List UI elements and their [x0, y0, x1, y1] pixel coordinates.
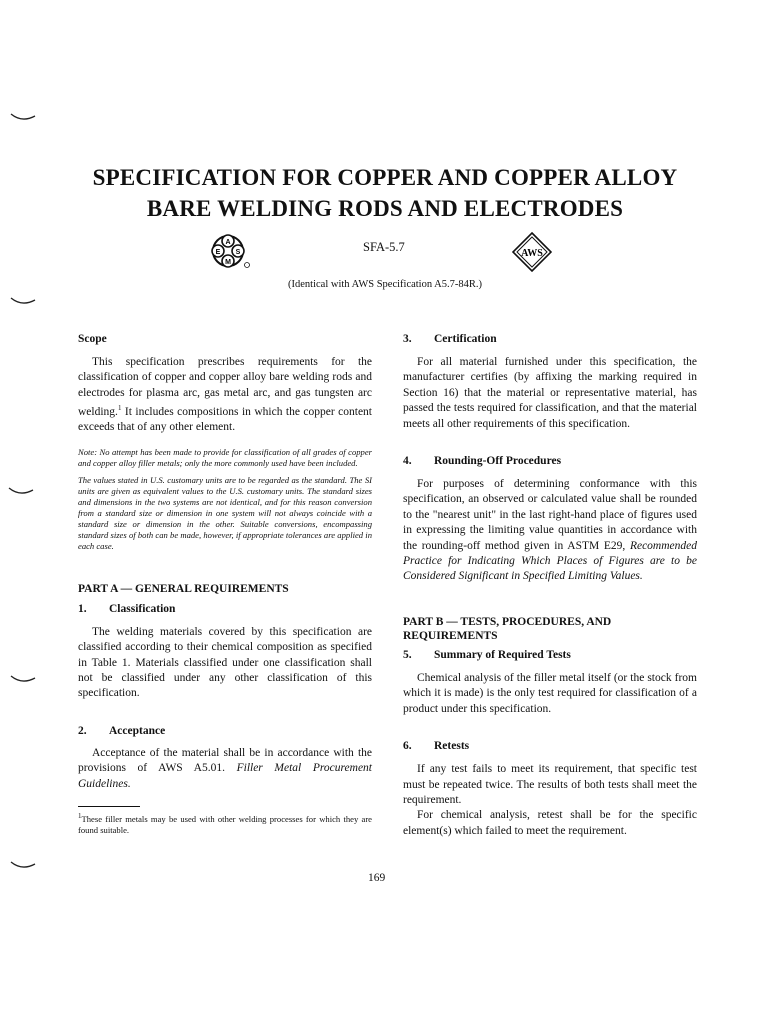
units-note-paragraph: The values stated in U.S. customary units are to be regarded as the standard. The SI units are given as equivalent values to the U.S. customary units. The standard sizes and dimensions in the two systems are not identical, and for this reason conversion from a standard size or dimension in one system will not always coincide with a standard size or dimension in the other. Suitable conversions, encompassing standard sizes of both can be made, however, if appropriate tolerances are applied in each case. [78, 474, 372, 551]
footnote-mark: 1 [78, 812, 82, 821]
footnote-rule [78, 806, 140, 807]
section-2-number: 2. [78, 724, 87, 737]
left-column [78, 332, 372, 836]
section-6-title: Retests [434, 740, 470, 753]
section-3-heading [403, 332, 697, 347]
scope-heading: Scope [78, 333, 107, 345]
section-3-title: Certification [434, 333, 497, 345]
section-2-title: Acceptance [109, 724, 166, 737]
document-title [60, 162, 710, 224]
section-2-text [78, 746, 372, 792]
svg-text:A: A [225, 239, 231, 246]
part-a-heading: PART A — GENERAL REQUIREMENTS [78, 582, 289, 595]
footnote-ref: 1 [117, 404, 122, 413]
asme-logo-icon [201, 233, 255, 269]
right-column [403, 332, 697, 839]
title-line-2: BARE WELDING RODS AND ELECTRODES [146, 196, 624, 221]
section-1-number: 1. [78, 602, 87, 615]
aws-logo-icon [512, 232, 552, 272]
section-4-body: For purposes of determining conformance with this specification, an observed or calculated value shall be rounded to the "nearest unit" in the last right-hand place of figures used in expressing the limiting value quantities in accordance with the rounding-off method given in ASTM E29, [403, 478, 697, 552]
section-4-title: Rounding-Off Procedures [434, 455, 562, 468]
section-4-heading [403, 454, 697, 469]
margin-mark [10, 296, 36, 306]
section-2-heading [78, 724, 372, 739]
title-line-1: SPECIFICATION FOR COPPER AND COPPER ALLOY [92, 165, 678, 190]
footnote [78, 811, 372, 836]
section-5-heading [403, 648, 697, 663]
section-4-text [403, 477, 697, 585]
svg-text:M: M [225, 259, 231, 266]
margin-mark [8, 486, 34, 496]
section-6-number: 6. [403, 740, 412, 753]
section-5-title: Summary of Required Tests [434, 648, 571, 661]
scope-paragraph [78, 355, 372, 436]
scope-text: This specification prescribes requirements for the classification of copper and copper alloy bare welding rods and electrodes for plasma arc, gas metal arc, and gas tungsten arc welding. [78, 356, 372, 419]
section-6-text-2: For chemical analysis, retest shall be for the specific element(s) which failed to meet the requirement. [403, 809, 697, 837]
section-3-text: For all material furnished under this specification, the manufacturer certifies (by affixing the marking required in Section 16) that the material or representative material, has passed the tests required for classification, and that the material meets all other requirements of this specification. [403, 356, 697, 430]
margin-mark [10, 860, 36, 870]
section-4-number: 4. [403, 455, 412, 468]
margin-mark [10, 112, 36, 122]
section-5-text: Chemical analysis of the filler metal itself (or the stock from which it is made) is the only test required for classification of a product under this specification. [403, 671, 697, 715]
section-2-body: Acceptance of the material shall be in accordance with the provisions of AWS A5.01. [78, 746, 372, 775]
svg-text:S: S [235, 249, 241, 256]
svg-text:E: E [215, 249, 221, 256]
section-1-text: The welding materials covered by this specification are classified according to their chemical composition as specified in Table 1. Materials classified under one classification shall not be classified under any other classification of this specification. [78, 625, 372, 700]
svg-text:AWS: AWS [521, 248, 543, 259]
page-number: 169 [368, 872, 386, 884]
scope-text-2: It includes compositions in which the copper content exceeds that of any other element. [78, 406, 372, 434]
identical-note: (Identical with AWS Specification A5.7-84R.) [288, 279, 482, 290]
margin-mark [10, 674, 36, 684]
section-5-number: 5. [403, 648, 412, 661]
section-3-number: 3. [403, 333, 412, 345]
section-6-heading [403, 739, 697, 754]
section-6-text-1: If any test fails to meet its requirement, that specific test must be repeated twice. The results of both tests shall meet the requirement. [403, 763, 697, 806]
footnote-text: These filler metals may be used with other welding processes for which they are found suitable. [78, 813, 372, 835]
section-1-title: Classification [109, 602, 176, 615]
part-b-heading: PART B — TESTS, PROCEDURES, AND REQUIREMENTS [403, 615, 612, 642]
section-4-reference: Recommended Practice for Indicating Which Places of Figures are to be Considered Significant in Specified Limiting Values. [403, 539, 697, 583]
spec-number: SFA-5.7 [363, 240, 405, 254]
note-paragraph: Note: No attempt has been made to provide for classification of all grades of copper and copper alloy filler metals; only the more commonly used have been included. [78, 446, 372, 468]
section-2-reference: Filler Metal Procurement Guidelines. [78, 762, 373, 790]
section-1-heading [78, 602, 372, 617]
